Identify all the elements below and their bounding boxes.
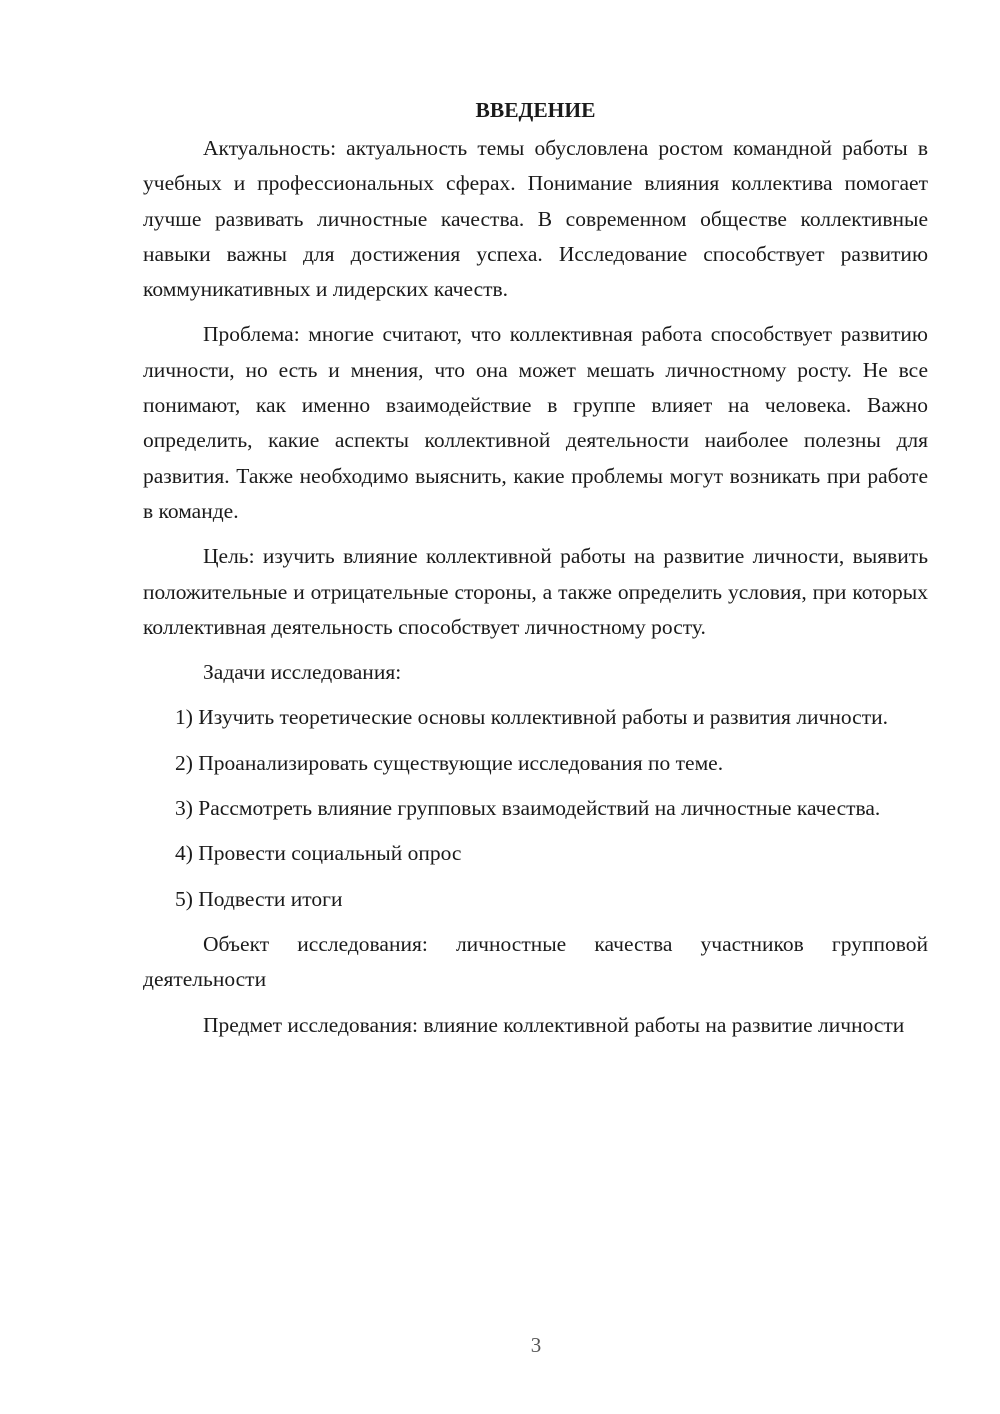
task-item-2: 2) Проанализировать существующие исследования по теме.	[175, 750, 724, 775]
tasks-heading: Задачи исследования:	[203, 660, 402, 685]
goal-paragraph: Цель: изучить влияние коллективной работы на развитие личности, выявить положительные и отрицательные стороны, а также определить условия, при которых коллективная деятельность способствует личностному росту.	[143, 544, 928, 639]
subject-paragraph: Предмет исследования: влияние коллективной работы на развитие личности	[203, 1012, 905, 1037]
task-item-1: 1) Изучить теоретические основы коллективной работы и развития личности.	[175, 705, 888, 730]
relevance-paragraph: Актуальность: актуальность темы обусловлена ростом командной работы в учебных и профессиональных сферах. Понимание влияния коллектива помогает лучше развивать личностные качества. В современном обществе коллективные навыки важны для достижения успеха. Исследование способствует развитию коммуникативных и лидерских качеств.	[143, 136, 928, 302]
page-number: 3	[530, 1333, 542, 1357]
object-paragraph: Объект исследования: личностные качества участников групповой деятельности	[143, 931, 928, 992]
page-title: ВВЕДЕНИЕ	[475, 98, 596, 122]
task-item-4: 4) Провести социальный опрос	[175, 841, 462, 866]
task-item-3: 3) Рассмотреть влияние групповых взаимодействий на личностные качества.	[175, 796, 881, 821]
document-body	[143, 95, 928, 1053]
task-item-5: 5) Подвести итоги	[175, 886, 343, 911]
problem-paragraph: Проблема: многие считают, что коллективная работа способствует развитию личности, но есть и мнения, что она может мешать личностному росту. Не все понимают, как именно взаимодействие в группе влияет на человека. Важно определить, какие аспекты коллективной деятельности наиболее полезны для развития. Также необходимо выяснить, какие проблемы могут возникать при работе в команде.	[143, 322, 928, 523]
